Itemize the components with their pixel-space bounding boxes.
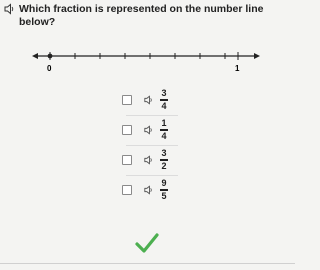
divider <box>126 115 178 116</box>
choice-checkbox[interactable] <box>122 185 132 195</box>
numerator: 3 <box>161 88 167 99</box>
numerator: 3 <box>161 148 167 159</box>
denominator: 5 <box>161 190 167 201</box>
choice-1[interactable] <box>122 88 182 112</box>
fraction <box>160 89 168 110</box>
choice-3[interactable] <box>122 148 182 172</box>
fraction <box>160 119 168 140</box>
bottom-divider <box>0 263 295 264</box>
choice-checkbox[interactable] <box>122 125 132 135</box>
question-text: Which fraction is represented on the number line below? <box>19 3 264 28</box>
speaker-icon[interactable] <box>144 95 154 105</box>
speaker-icon[interactable] <box>144 125 154 135</box>
speaker-icon[interactable] <box>4 3 16 15</box>
choice-checkbox[interactable] <box>122 155 132 165</box>
choice-2[interactable] <box>122 118 182 142</box>
check-icon[interactable] <box>134 232 160 254</box>
choice-checkbox[interactable] <box>122 95 132 105</box>
number-line <box>30 46 262 76</box>
denominator: 4 <box>161 100 167 111</box>
right-arrow-icon <box>254 53 260 59</box>
numerator: 1 <box>161 118 167 129</box>
speaker-icon[interactable] <box>144 155 154 165</box>
label-start: 0 <box>47 64 52 73</box>
divider <box>126 175 178 176</box>
plotted-point <box>48 54 53 59</box>
speaker-icon[interactable] <box>144 185 154 195</box>
numerator: 9 <box>161 178 167 189</box>
question-header <box>4 3 292 29</box>
divider <box>126 145 178 146</box>
fraction <box>160 179 168 200</box>
denominator: 4 <box>161 130 167 141</box>
denominator: 2 <box>161 160 167 171</box>
label-end: 1 <box>235 64 240 73</box>
left-arrow-icon <box>32 53 38 59</box>
fraction <box>160 149 168 170</box>
choice-4[interactable] <box>122 178 182 202</box>
